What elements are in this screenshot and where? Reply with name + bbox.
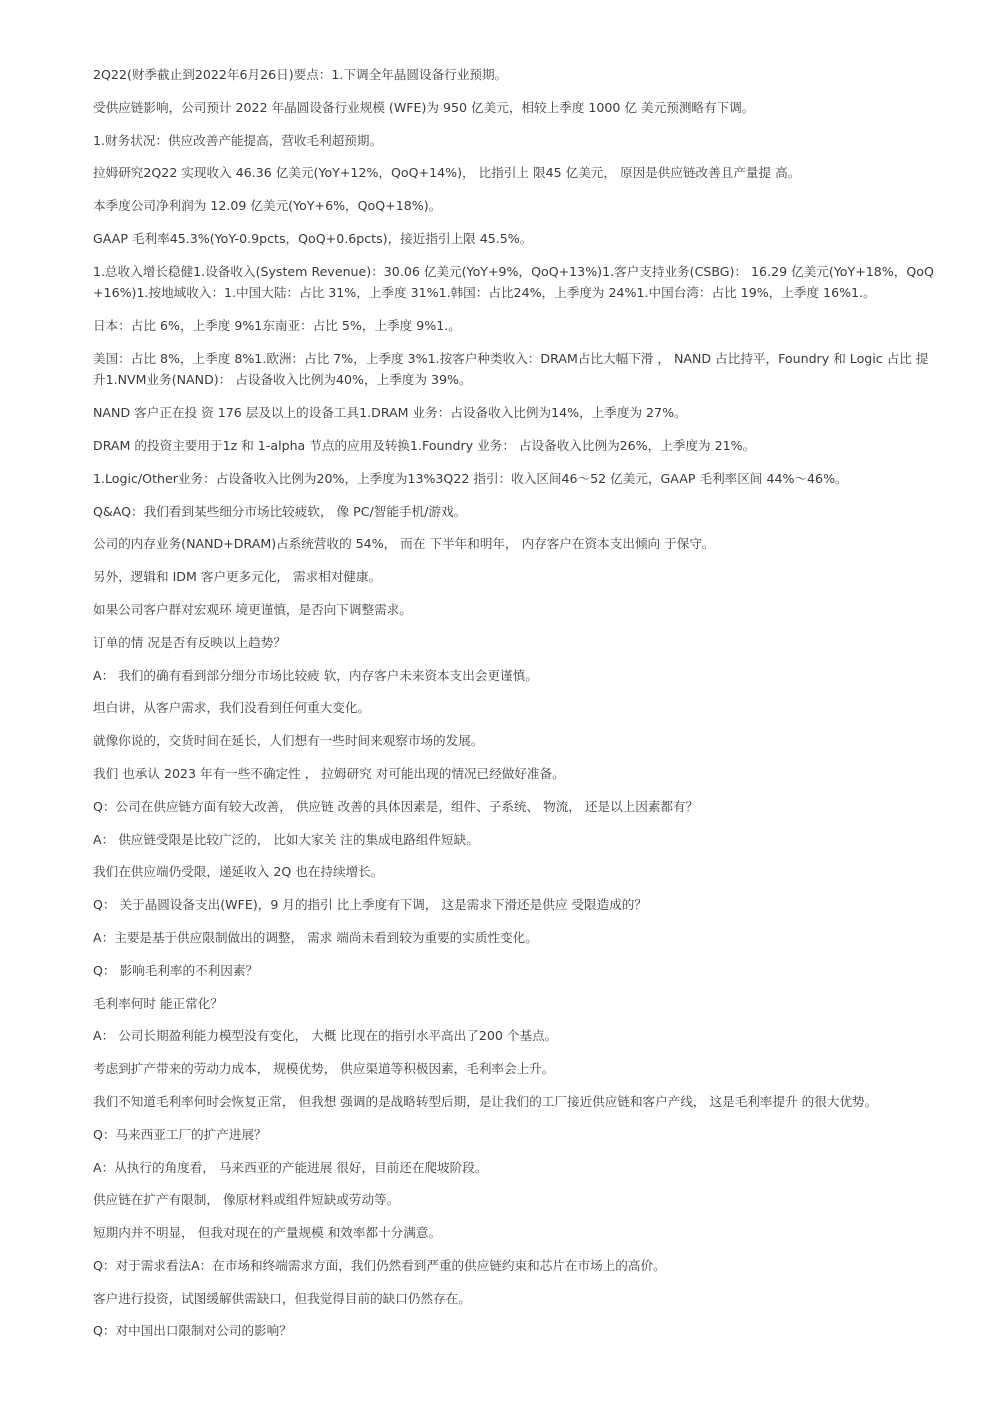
paragraph-qa-weak-markets: Q&AQ：我们看到某些细分市场比较疲软， 像 PC/智能手机/游戏。 [93,503,467,519]
paragraph-logic-guidance: 1.Logic/Other业务：占设备收入比例为20%，上季度为13%3Q22 指引：收入区间46～52 亿美元，GAAP 毛利率区间 44%～46%。 [93,470,848,486]
paragraph-memory-business: 公司的内存业务(NAND+DRAM)占系统营收的 54%， 而在 下半年和明年， 内存客户在资本支出倾向 于保守。 [93,536,715,552]
paragraph-wfe-forecast: 受供应链影响，公司预计 2022 年晶圆设备行业规模 (WFE)为 950 亿美元，相较上季度 1000 亿 美元预测略有下调。 [93,99,755,115]
paragraph-margin-model: A： 公司长期盈利能力模型没有变化， 大概 比现在的指引水平高出了200 个基点。 [93,1028,558,1044]
paragraph-output-satisfaction: 短期内并不明显， 但我对现在的产量规模 和效率都十分满意。 [93,1225,442,1241]
paragraph-revenue-breakdown: 1.总收入增长稳健1.设备收入(System Revenue)：30.06 亿美元(YoY+9%，QoQ+13%)1.客户支持业务(CSBG)： 16.29 亿美元(YoY+18%，QoQ+16%)1.按地域收入：1.中国大陆：占比 31%，上季度 31%1.韩国：占比24%，上季度为 24%1.中国台湾：占比 19%，上季度 16%1.。 [93,263,934,301]
paragraph-malaysia-answer: A：从执行的角度看， 马来西亚的产能进展 很好，目前还在爬坡阶段。 [93,1159,488,1175]
paragraph-nand-dram: NAND 客户正在投 资 176 层及以上的设备工具1.DRAM 业务：占设备收入比例为14%，上季度为 27%。 [93,405,687,421]
paragraph-margin-drivers: 考虑到扩产带来的劳动力成本， 规模优势， 供应渠道等积极因素，毛利率会上升。 [93,1061,555,1077]
paragraph-gross-margin: GAAP 毛利率45.3%(YoY-0.9pcts，QoQ+0.6pcts)，接近指引上限 45.5%。 [93,230,533,246]
paragraph-macro-caution: 如果公司客户群对宏观环 境更谨慎，是否向下调整需求。 [93,601,412,617]
paragraph-dram-foundry: DRAM 的投资主要用于1z 和 1-alpha 节点的应用及转换1.Foundry 业务： 占设备收入比例为26%，上季度为 21%。 [93,437,756,453]
paragraph-financial-status: 1.财务状况：供应改善产能提高，营收毛利超预期。 [93,132,383,148]
paragraph-wfe-question: Q： 关于晶圆设备支出(WFE)，9 月的指引 比上季度有下调， 这是需求下滑还是供应 受限造成的？ [93,897,647,913]
paragraph-expansion-limits: 供应链在扩产有限制， 像原材料或组件短缺或劳动等。 [93,1192,400,1208]
paragraph-answer-weak-segments: A： 我们的确有看到部分细分市场比较疲 软，内存客户未来资本支出会更谨慎。 [93,667,538,683]
paragraph-china-export-question: Q：对中国出口限制对公司的影响？ [93,1323,292,1339]
paragraph-supply-chain-question: Q：公司在供应链方面有较大改善， 供应链 改善的具体因素是，组件、子系统、 物流， 还是以上因素都有？ [93,798,699,814]
paragraph-margin-question: Q： 影响毛利率的不利因素？ [93,962,259,978]
paragraph-margin-strategy: 我们不知道毛利率何时会恢复正常， 但我想 强调的是战略转型后期，是让我们的工厂接近供应链和客户产线， 这是毛利率提升 的很大优势。 [93,1093,878,1109]
paragraph-summary-heading: 2Q22(财季截止到2022年6月26日)要点：1.下调全年晶圆设备行业预期。 [93,67,508,82]
paragraph-japan-sea: 日本：占比 6%，上季度 9%1东南亚：占比 5%，上季度 9%1.。 [93,318,461,334]
paragraph-margin-normalize: 毛利率何时 能正常化？ [93,995,223,1011]
paragraph-revenue: 拉姆研究2Q22 实现收入 46.36 亿美元(YoY+12%，QoQ+14%)， 比指引上 限45 亿美元， 原因是供应链改善且产量提 高。 [93,165,801,181]
paragraph-2023-uncertainty: 我们 也承认 2023 年有一些不确定性 ， 拉姆研究 对可能出现的情况已经做好准备。 [93,765,565,781]
paragraph-demand-view: Q：对于需求看法A：在市场和终端需求方面，我们仍然看到严重的供应链约束和芯片在市场上的高价。 [93,1257,666,1273]
paragraph-order-trend: 订单的情 况是否有反映以上趋势？ [93,634,286,650]
document-body [93,64,939,1353]
paragraph-no-major-change: 坦白讲，从客户需求，我们没看到任何重大变化。 [93,700,371,716]
paragraph-wfe-answer: A：主要是基于供应限制做出的调整， 需求 端尚未看到较为重要的实质性变化。 [93,929,538,945]
paragraph-logic-idm: 另外，逻辑和 IDM 客户更多元化， 需求相对健康。 [93,569,382,585]
paragraph-supply-gap: 客户进行投资，试图缓解供需缺口，但我觉得目前的缺口仍然存在。 [93,1290,471,1306]
paragraph-lead-time: 就像你说的，交货时间在延长，人们想有一些时间来观察市场的发展。 [93,733,484,749]
paragraph-net-income: 本季度公司净利润为 12.09 亿美元(YoY+6%，QoQ+18%)。 [93,198,442,214]
paragraph-us-europe-customers: 美国：占比 8%，上季度 8%1.欧洲：占比 7%，上季度 3%1.按客户种类收入：DRAM占比大幅下滑 ， NAND 占比持平，Foundry 和 Logic 占比 提升1.NVM业务(NAND)： 占设备收入比例为40%，上季度为 39%。 [93,350,929,388]
paragraph-deferred-revenue: 我们在供应端仍受限，递延收入 2Q 也在持续增长。 [93,864,384,880]
paragraph-supply-chain-answer: A： 供应链受限是比较广泛的， 比如大家关 注的集成电路组件短缺。 [93,831,479,847]
paragraph-malaysia-question: Q：马来西亚工厂的扩产进展？ [93,1126,267,1142]
